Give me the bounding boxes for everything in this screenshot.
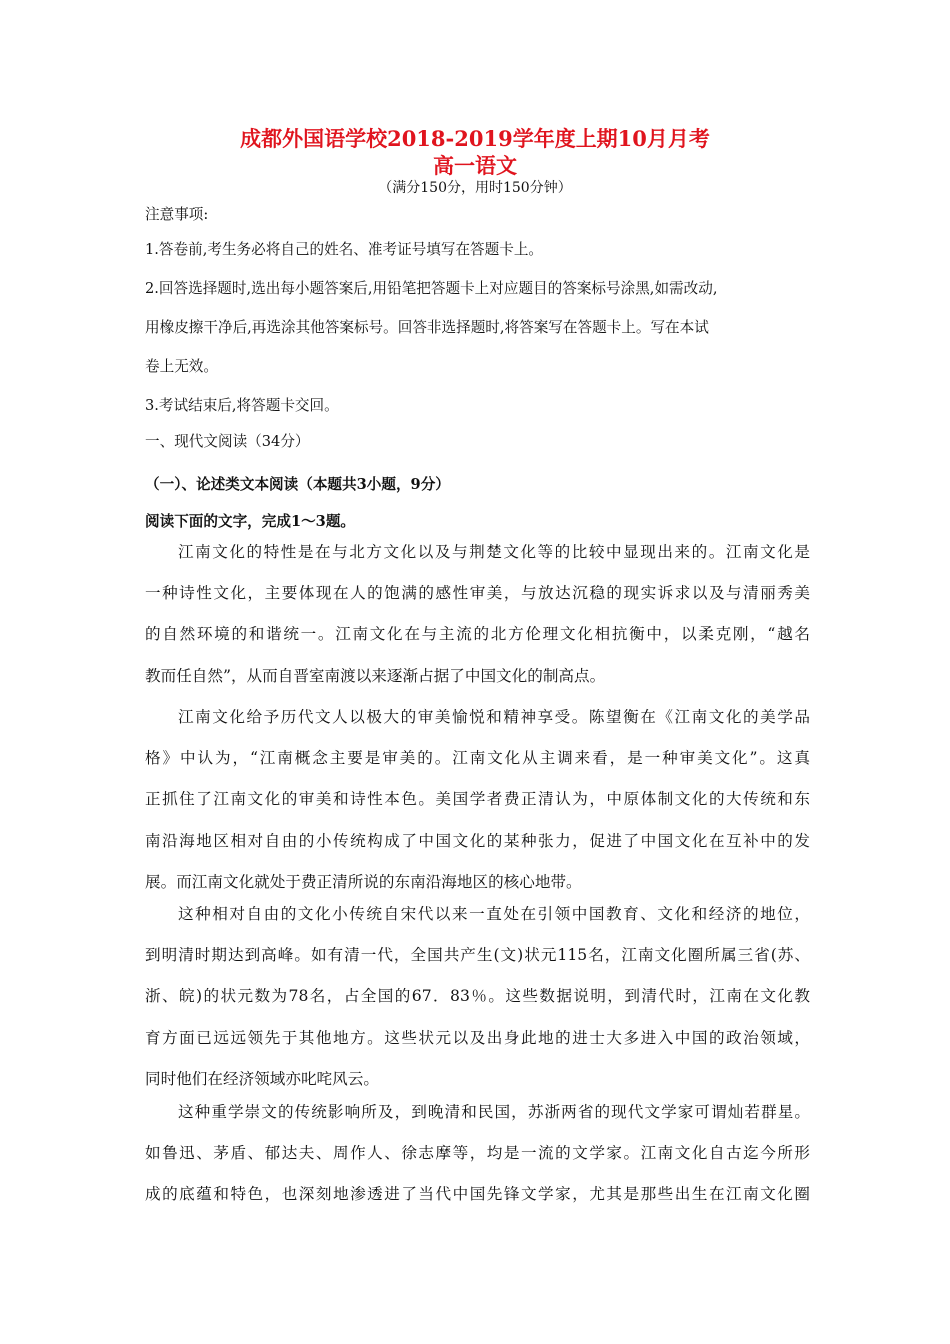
- exam-title: 成都外国语学校2018-2019学年度上期10月月考: [240, 126, 710, 151]
- section-heading: 一、现代文阅读（34分）: [145, 433, 310, 450]
- passage-line: 到明清时期达到高峰。如有清一代，全国共产生(文)状元115名，江南文化圈所属三省(苏、: [145, 946, 810, 965]
- passage-line: 成的底蕴和特色，也深刻地渗透进了当代中国先锋文学家，尤其是那些出生在江南文化圈: [145, 1185, 810, 1204]
- passage-line: 江南文化的特性是在与北方文化以及与荆楚文化等的比较中显现出来的。江南文化是: [178, 543, 810, 561]
- passage-line: 浙、皖)的状元数为78名，占全国的67．83％。这些数据说明，到清代时，江南在文化教: [145, 987, 810, 1006]
- passage-line: 展。而江南文化就处于费正清所说的东南沿海地区的核心地带。: [145, 872, 582, 891]
- passage-line: 正抓住了江南文化的审美和诗性本色。美国学者费正清认为，中原体制文化的大传统和东: [145, 790, 810, 809]
- passage-line: 这种相对自由的文化小传统自宋代以来一直处在引领中国教育、文化和经济的地位，: [178, 905, 810, 923]
- passage-line: 的自然环境的和谐统一。江南文化在与主流的北方伦理文化相抗衡中，以柔克刚，“越名: [145, 625, 810, 644]
- passage-paragraph-3: [145, 894, 810, 1100]
- passage-line: 如鲁迅、茅盾、郁达夫、周作人、徐志摩等，均是一流的文学家。江南文化自古迄今所形: [145, 1144, 810, 1163]
- passage-paragraph-1: [145, 532, 810, 697]
- passage-line: 格》中认为，“江南概念主要是审美的。江南文化从主调来看，是一种审美文化”。这真: [145, 749, 810, 768]
- note-item-2-line-1: 2.回答选择题时,选出每小题答案后,用铅笔把答题卡上对应题目的答案标号涂黑,如需改动,: [145, 280, 718, 297]
- passage-line: 教而任自然”，从而自晋室南渡以来逐渐占据了中国文化的制高点。: [145, 666, 606, 685]
- score-time-note: （满分150分，用时150分钟）: [378, 180, 572, 196]
- note-item-1: 1.答卷前,考生务必将自己的姓名、准考证号填写在答题卡上。: [145, 241, 544, 258]
- passage-line: 一种诗性文化，主要体现在人的饱满的感性审美，与放达沉稳的现实诉求以及与清丽秀美: [145, 584, 810, 603]
- passage-line: 同时他们在经济领域亦叱咤风云。: [145, 1069, 379, 1088]
- reading-instruction: 阅读下面的文字，完成1～3题。: [145, 513, 356, 530]
- passage-paragraph-2: [145, 697, 810, 903]
- passage-line: 育方面已远远领先于其他地方。这些状元以及出身此地的进士大多进入中国的政治领域，: [145, 1028, 810, 1047]
- subsection-heading: （一）、论述类文本阅读（本题共3小题，9分）: [145, 476, 450, 493]
- note-item-2-line-3: 卷上无效。: [145, 358, 218, 375]
- subject-title: 高一语文: [433, 153, 517, 178]
- passage-line: 这种重学崇文的传统影响所及，到晚清和民国，苏浙两省的现代文学家可谓灿若群星。: [178, 1103, 810, 1121]
- passage-line: 江南文化给予历代文人以极大的审美愉悦和精神享受。陈望衡在《江南文化的美学品: [178, 708, 810, 726]
- passage-paragraph-4: [145, 1092, 810, 1216]
- note-item-2-line-2: 用橡皮擦干净后,再选涂其他答案标号。回答非选择题时,将答案写在答题卡上。写在本试: [145, 319, 709, 336]
- note-item-3: 3.考试结束后,将答题卡交回。: [145, 397, 339, 414]
- notes-heading: 注意事项:: [145, 206, 209, 223]
- passage-line: 南沿海地区相对自由的小传统构成了中国文化的某种张力，促进了中国文化在互补中的发: [145, 831, 810, 850]
